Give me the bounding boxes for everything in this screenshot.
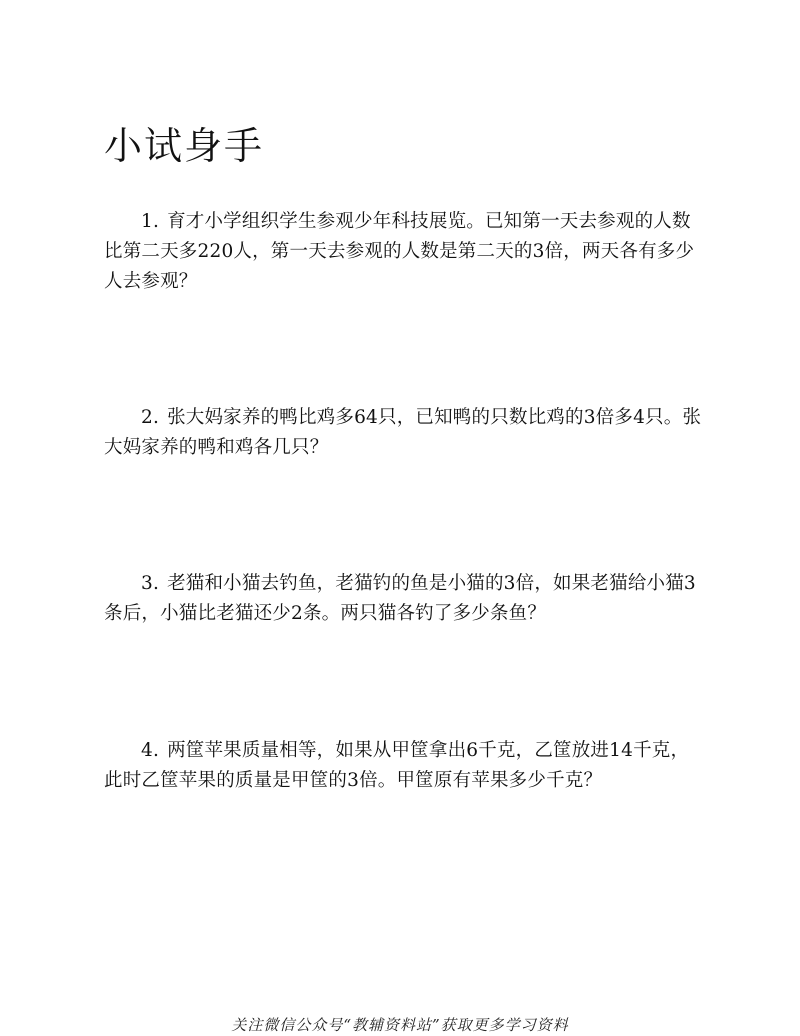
footer-note: 关注微信公众号“教辅资料站”获取更多学习资料	[231, 1016, 569, 1034]
problem-number: 2.	[141, 407, 160, 428]
problem-text: 育才小学组织学生参观少年科技展览。已知第一天去参观的人数比第二天多220人，第一天去参观的人数是第二天的3倍，两天各有多少人去参观？	[104, 211, 695, 292]
problem-text: 两筐苹果质量相等，如果从甲筐拿出6千克，乙筐放进14千克，此时乙筐苹果的质量是甲筐的3倍。甲筐原有苹果多少千克？	[104, 740, 690, 791]
problem-text: 张大妈家养的鸭比鸡多64只，已知鸭的只数比鸡的3倍多4只。张大妈家养的鸭和鸡各几只？	[104, 407, 702, 458]
problem-number: 4.	[141, 740, 160, 761]
problem-3	[104, 569, 704, 629]
problem-number: 1.	[141, 211, 160, 232]
problem-number: 3.	[141, 573, 160, 594]
page-title: 小试身手	[104, 124, 265, 168]
problem-1	[104, 207, 704, 297]
problem-2	[104, 403, 704, 463]
problem-text: 老猫和小猫去钓鱼，老猫钓的鱼是小猫的3倍，如果老猫给小猫3条后，小猫比老猫还少2条。两只猫各钓了多少条鱼？	[104, 573, 696, 624]
problem-4	[104, 736, 704, 796]
